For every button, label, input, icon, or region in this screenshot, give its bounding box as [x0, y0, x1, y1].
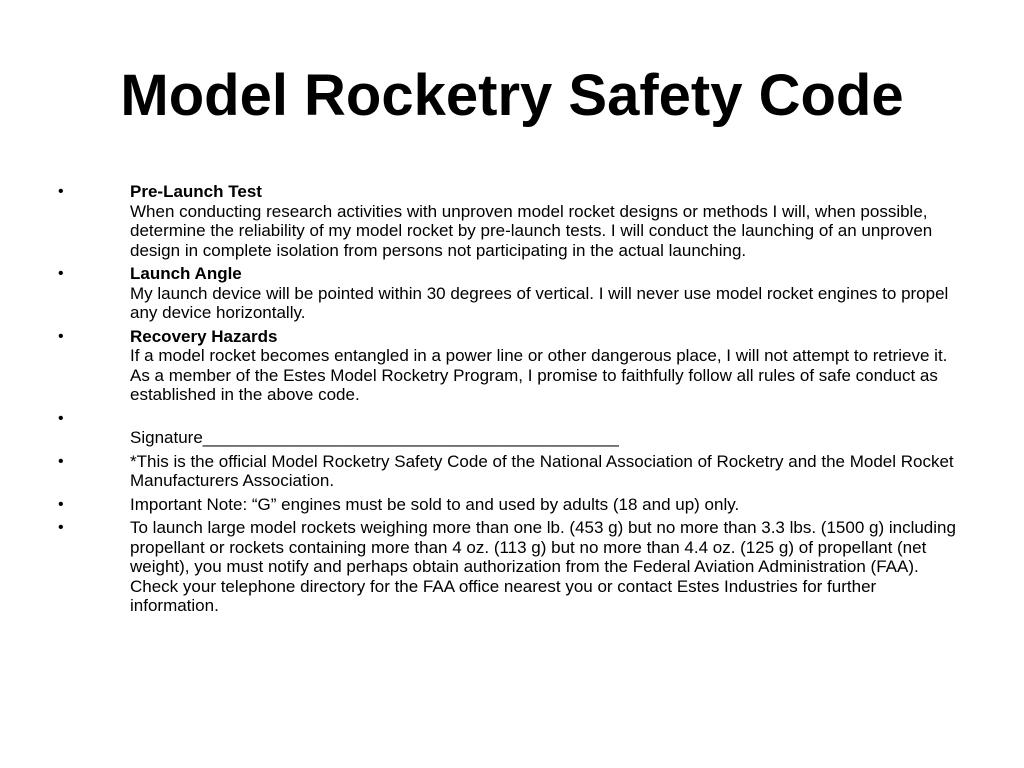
item-heading: Launch Angle — [130, 264, 242, 283]
item-text: *This is the official Model Rocketry Safety Code of the National Association of Rocketry and the Model Rocket Manufacturers Association. — [130, 451, 954, 490]
list-item-body — [130, 452, 968, 491]
list-item-pre-launch-test — [58, 182, 968, 260]
list-item-faa-note — [58, 518, 968, 616]
item-text: My launch device will be pointed within 30 degrees of vertical. I will never use model rocket engines to propel any device horizontally. — [130, 283, 949, 322]
bullet-icon: • — [58, 183, 64, 200]
item-text: To launch large model rockets weighing more than one lb. (453 g) but no more than 3.3 lbs. (1500 g) including propellant or rockets containing more than 4 oz. (113 g) but no more than 4.4 oz. (125 g) of propellant (net weight), you must notify and perhaps obtain authorization from the Federal Aviation Administration (FAA). Check your telephone directory for the FAA office nearest you or contact Estes Industries for further information. — [130, 518, 956, 615]
slide-title: Model Rocketry Safety Code — [120, 63, 904, 128]
list-item-important-note — [58, 495, 968, 515]
bullet-icon: • — [58, 327, 64, 345]
bullet-icon: • — [58, 265, 64, 282]
list-item-body — [130, 495, 968, 515]
list-item-recovery-hazards — [58, 327, 968, 405]
bullet-icon: • — [58, 495, 64, 513]
item-heading: Recovery Hazards — [130, 326, 278, 346]
list-item-body — [130, 327, 968, 405]
item-text: Important Note: “G” engines must be sold to and used by adults (18 and up) only. — [130, 494, 740, 514]
bullet-icon: • — [58, 452, 64, 470]
bullet-list — [58, 182, 968, 620]
bullet-icon: • — [58, 409, 64, 427]
item-text: When conducting research activities with unproven model rocket designs or methods I will, when possible, determine the reliability of my model rocket by pre-launch tests. I will conduct the launching of an unproven design in complete isolation from persons not participating in the actual launching. — [130, 201, 933, 260]
list-item-signature — [58, 409, 968, 448]
list-item-official-note — [58, 452, 968, 491]
list-item-body — [130, 264, 968, 323]
list-item-body — [130, 518, 968, 616]
item-heading: Pre-Launch Test — [130, 182, 262, 201]
bullet-icon: • — [58, 519, 64, 536]
item-text: If a model rocket becomes entangled in a power line or other dangerous place, I will not attempt to retrieve it. As a member of the Estes Model Rocketry Program, I promise to faithfully follow all rules of safe conduct as established in the above code. — [130, 346, 948, 404]
list-item-body — [130, 182, 968, 260]
signature-line: Signature____________________________________________ — [130, 428, 619, 447]
list-item-body — [130, 409, 968, 448]
list-item-launch-angle — [58, 264, 968, 323]
